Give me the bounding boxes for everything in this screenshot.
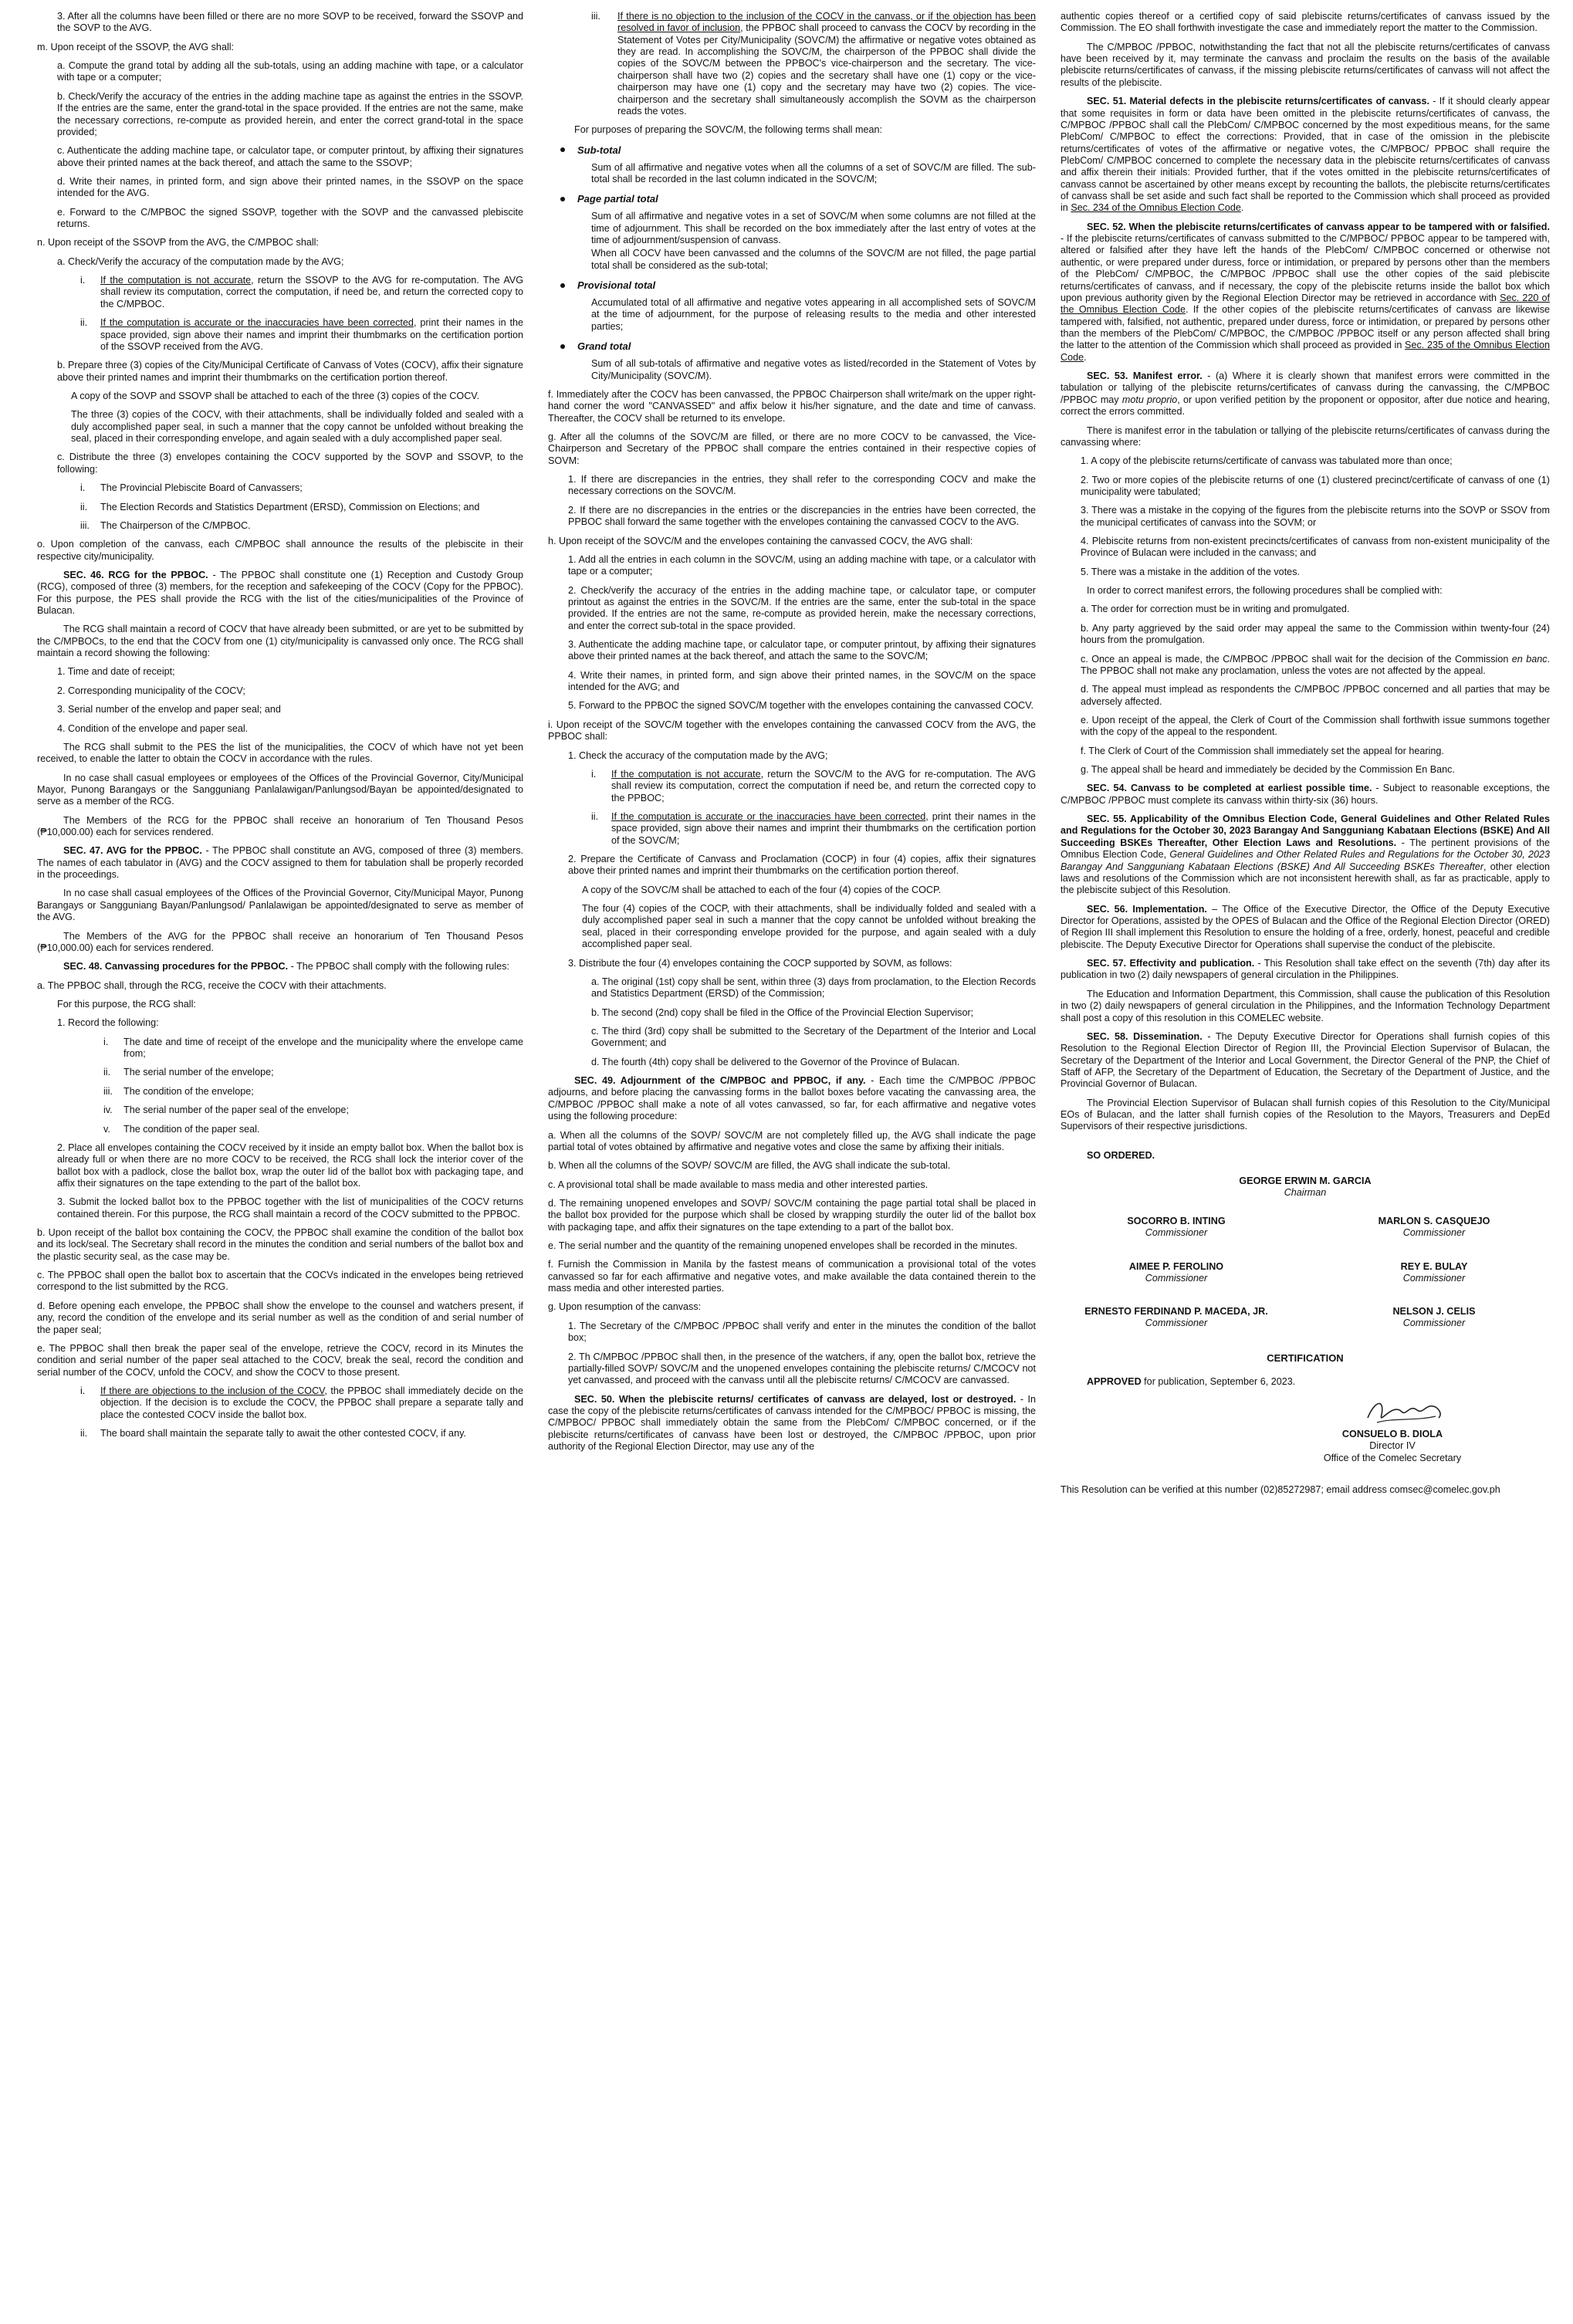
list-item [37, 237, 523, 249]
list-item: g. Upon resumption of the canvass: [548, 1301, 702, 1313]
list-item: d. The remaining unopened envelopes and SOVP/ SOVC/M containing the page partial total shall be placed in the ballot box provided for the purpose which shall be closed by wrapping sturdily the outer lid of the ballot box with packaging tape, and affix their signatures on the tape extending to a part of the ballot box. [548, 1197, 1036, 1233]
paragraph: b. Prepare three (3) copies of the City/Municipal Certificate of Canvass of Votes (COCV), affix their signature above their printed names and imprint their thumbmarks on the certification portion thereof. [57, 360, 523, 383]
verification-note: This Resolution can be verified at this number (02)85272987; email address comsec@comelec.gov.ph [1061, 1483, 1500, 1495]
list-item: e. The PPBOC shall then break the paper seal of the envelope, retrieve the COCV, record in its Minutes the condition and serial number of the paper seal attached to the COCV, break the seal, record the condition and serial number of the COCV, unfold the COCV, and show the COCV to those present. [37, 1342, 523, 1378]
list-item: 2. Prepare the Certificate of Canvass and Proclamation (COCP) in four (4) copies, affix their signatures above their printed names and imprint their thumbmarks on the certification portion thereof. [568, 854, 1036, 877]
signature-commissioner: NELSON J. CELIS Commissioner [1392, 1305, 1476, 1328]
column-2 [548, 11, 1036, 2319]
paragraph: The Provincial Election Supervisor of Bulacan shall furnish copies of this Resolution to the City/Municipal EOs of Bulacan, and the latter shall furnish copies of the Resolution to the Mayors, Treasurers and DepEd Supervisors of their respective jurisdictions. [1061, 1097, 1550, 1132]
list-item: i. If the computation is not accurate, return the SSOVP to the AVG for re-computation. The AVG shall review its computation, correct the computation, if need be, and return the corrected copy to the C/MPBOC. [80, 275, 523, 310]
paragraph: e. Forward to the C/MPBOC the signed SSOVP, together with the SOVP and the canvassed plebiscite returns. [57, 206, 523, 230]
list-item: i. The Provincial Plebiscite Board of Canvassers; [80, 482, 523, 494]
list-item: 1. Check the accuracy of the computation made by the AVG; [568, 749, 828, 761]
paragraph: n. Upon receipt of the SSOVP from the AVG, the C/MPBOC shall: [37, 237, 319, 249]
list-item: 3. There was a mistake in the copying of the figures from the plebiscite returns into the SOVP or SSOV from the municipal certificates of canvass into the SOVM; or [1081, 505, 1550, 528]
term-heading: Page partial total [560, 193, 1036, 205]
list-item: 1. Add all the entries in each column in the SOVC/M, using an adding machine with tape, or a calculator with tape or a computer; [568, 553, 1036, 577]
list-item: c. The third (3rd) copy shall be submitted to the Secretary of the Department of the Interior and Local Government; and [591, 1026, 1036, 1049]
list-item [57, 11, 523, 35]
list-item: 1. A copy of the plebiscite returns/certificate of canvass was tabulated more than once; [1081, 455, 1453, 467]
term-heading: Sub-total [560, 144, 1036, 156]
list-item: 2. Check/verify the accuracy of the entries in the adding machine tape, or calculator tape, or computer printout as against the entries in the SOVC/M. If the entries are the same, enter the sub-total in the space provided. If the entries are not the same, re-compute as provided herein, make the necessary corrections, and enter the correct sub-total in the space provided. [568, 584, 1036, 631]
signature-commissioner: ERNESTO FERDINAND P. MACEDA, JR. Commissioner [1084, 1305, 1268, 1328]
bullet-icon [560, 197, 565, 201]
list-item: e. Upon receipt of the appeal, the Clerk of Court of the Commission shall forthwith issue summons together with the copy of the appeal to the respondent. [1081, 714, 1550, 738]
section-52: SEC. 52. When the plebiscite returns/certificates of canvass appear to be tampered with or falsified. - If the plebiscite returns/certificates of canvass submitted to the C/MPBOC/ PPBOC appear to be tampered with, altered or falsified after they have left the hands of the PlebCom/ C/MPBOC concerned or otherwise not authentic, or were prepared under duress, force or intimidation, or prepared by persons other than the members of the PlebCom/ C/MPBOC, the C/MPBOC /PPBOC shall use the other copies of the said plebiscite returns/certificates of canvass, and if necessary, the copy of the plebiscite returns inside the ballot box which upon previous authority given by the Regional Election Director may be retrieved in accordance with Sec. 220 of the Omnibus Election Code. If the other copies of the plebiscite returns/certificates of canvass are likewise tampered with, falsified, not authentic, prepared under duress, force or intimidation, or prepared by persons other than the members of the PlebCom/ C/MPBOC, the C/MPBOC /PPBOC itself or any person affected shall bring the latter to the attention of the Commission which shall proceed as provided in Sec. 235 of the Omnibus Election Code. [1061, 221, 1550, 363]
list-item: b. Upon receipt of the ballot box containing the COCV, the PPBOC shall examine the condition of the ballot box and its lock/seal. The Secretary shall record in the minutes the condition and serial numbers of the ballot box and the plastic security seal, as the case may be. [37, 1227, 523, 1262]
section-58: SEC. 58. Dissemination. - The Deputy Executive Director for Operations shall furnish copies of this Resolution to the Regional Election Director of Region III, the Provincial Election Supervisor of Bulacan, the Secretary of the Department of the Interior and Local Government, the Director General of the PNP, the Chief of Staff of AFP, the Secretary of the Department of Education, the Secretary of the Department of Justice, and the Provincial Governor of Bulacan. [1061, 1030, 1550, 1090]
list-item: 3. Distribute the four (4) envelopes containing the COCP supported by SOVM, as follows: [568, 957, 952, 969]
list-item [57, 176, 523, 200]
signature-commissioner: MARLON S. CASQUEJO Commissioner [1378, 1216, 1490, 1239]
list-item: iii. The condition of the envelope; [103, 1085, 254, 1097]
term-heading: Provisional total [560, 279, 1036, 291]
list-item: f. The Clerk of Court of the Commission shall immediately set the appeal for hearing. [1081, 745, 1444, 756]
list-item: 4. Write their names, in printed form, and sign above their printed names, in the SOVC/M on the space intended for the AVG; and [568, 669, 1036, 693]
list-item: b. Any party aggrieved by the said order may appeal the same to the Commission within twenty-four (24) hours from the promulgation. [1081, 622, 1550, 646]
paragraph: 3. After all the columns have been filled or there are no more SOVP to be received, forward the SSOVP and the SOVP to the AVG. [57, 11, 523, 34]
list-item: c. Once an appeal is made, the C/MPBOC /PPBOC shall wait for the decision of the Commission en banc. The PPBOC shall not make any proclamation, unless the votes are not affected by the appeal. [1081, 653, 1550, 676]
bullet-icon [560, 344, 565, 349]
section-51: SEC. 51. Material defects in the plebiscite returns/certificates of canvass. - If it should clearly appear that some requisites in form or data have been omitted in the plebiscite returns/certificates of canvass, the C/MPBOC /PPBOC shall call the PlebCom/ C/MPBOC concerned by the most expeditious means, for the same PlebCom/ C/MPBOC to effect the corrections: Provided, that in case of the omission in the plebiscite returns/certificates of votes of the affirmative or negative votes, the C/MPBOC/ PPBOC shall require the PlebCom/ C/MPBOC concerned to complete the necessary data in the plebiscite returns/certificates of canvass and affix therein their initials: Provided further, that if the votes omitted in the plebiscite returns/certificates of canvass cannot be ascertained by other means except by recounting the ballots, the plebiscite returns/certificates of canvass shall be set aside and such fact shall be reported to the Commission which shall proceed as provided in Sec. 234 of the Omnibus Election Code. [1061, 96, 1550, 214]
paragraph: m. Upon receipt of the SSOVP, the AVG shall: [37, 41, 235, 52]
section-47: SEC. 47. AVG for the PPBOC. - The PPBOC shall constitute an AVG, composed of three (3) members. The names of each tabulator in (AVG) and the COCV assigned to them for tabulation shall be properly recorded in the proceedings. [37, 845, 523, 881]
signature-chair: GEORGE ERWIN M. GARCIA Chairman [1239, 1176, 1372, 1199]
list-item: a. The order for correction must be in writing and promulgated. [1081, 604, 1350, 615]
list-item: 2. If there are no discrepancies in the entries or the discrepancies in the entries have been corrected, the PPBOC shall forward the same together with the envelopes containing the canvassed COCV to the AVG. [568, 504, 1036, 528]
paragraph: In no case shall casual employees of the Offices of the Provincial Governor, City/Municipal Mayor, Punong Barangays or Sangguniang Bayan/Panlungsod/ Panlalawigan be appointed/designated to serve as member of the AVG. [37, 888, 523, 923]
list-item: 3. Authenticate the adding machine tape, or calculator tape, or computer printout, by affixing their signatures above their printed names at the back thereof, and attach the same to the SOVC/M; [568, 639, 1036, 662]
list-item: d. The fourth (4th) copy shall be delivered to the Governor of the Province of Bulacan. [591, 1056, 960, 1067]
paragraph: The Provincial Plebiscite Board of Canvassers; [100, 482, 303, 494]
paragraph: a. Check/Verify the accuracy of the computation made by the AVG; [57, 255, 344, 267]
list-item: b. When all the columns of the SOVP/ SOVC/M are filled, the AVG shall indicate the sub-total. [548, 1160, 951, 1172]
paragraph: The four (4) copies of the COCP, with their attachments, shall be individually folded and sealed with a duly accomplished paper seal in such a manner that the copy cannot be unfolded without breaking the seal, placed in their corresponding envelope provided for the purpose, and again sealed with a duly accomplished paper seal. [582, 903, 1036, 950]
paragraph: c. Distribute the three (3) envelopes containing the COCV supported by the SOVP and SSOVP, to the following: [57, 452, 523, 475]
section-50: SEC. 50. When the plebiscite returns/ certificates of canvass are delayed, lost or destroyed. - In case the copy of the plebiscite returns/certificates of canvass intended for the C/MPBOC/ PPBOC is missing, the C/MPBOC/ PPBOC shall immediately obtain the same from the PlebCom/ C/MPBOC concerned, or if the plebiscite returns/certificates of canvass have been lost or destroyed, the C/MPBOC /PPBOC, upon prior authority of the Regional Election Director, may use any of the [548, 1393, 1036, 1453]
section-55: SEC. 55. Applicability of the Omnibus Election Code, General Guidelines and Other Related Rules and Regulations for the October 30, 2023 Barangay And Sangguniang Kabataan Elections (BSKE) And All Succeeding BSKEs Thereafter, Other Election Laws and Resolutions. - The pertinent provisions of the Omnibus Election Code, General Guidelines and Other Related Rules and Regulations for the October 30, 2023 Barangay And Sangguniang Kabataan Elections (BSKE) And All Succeeding BSKEs Thereafter, other election laws and resolutions of the Commission which are not inconsistent herewith shall, as far as practicable, apply to the plebiscite subject of this Resolution. [1061, 814, 1550, 896]
signature-icon [1362, 1395, 1446, 1429]
list-item: 5. There was a mistake in the addition of the votes. [1081, 566, 1300, 577]
signature-commissioner: REY E. BULAY Commissioner [1400, 1260, 1468, 1284]
list-item [57, 91, 523, 138]
list-item: 2. Th C/MPBOC /PPBOC shall then, in the presence of the watchers, if any, open the ballot box, retrieve the partially-filled SOVP/ SOVC/M and the unopened envelopes containing the plebiscite returns/ C/MCOCV not yet canvassed, and proceed with the canvass until all the plebiscite returns/ C/MCOCV are canvassed. [568, 1351, 1036, 1386]
paragraph: When all COCV have been canvassed and the columns of the SOVC/M are not filled, the page partial total shall be considered as the sub-total; [591, 248, 1036, 271]
list-item: 2. Place all envelopes containing the COCV received by it inside an empty ballot box. When the ballot box is already full or when there are no more COCV to be received, the RCG shall lock the interior cover of the ballot box with a padlock, close the ballot box, wrap the outer lid of the ballot box with packaging tape, and affix their signatures on the tape extending to the part of the ballot box. [57, 1142, 523, 1189]
section-53: SEC. 53. Manifest error. - (a) Where it is clearly shown that manifest errors were committed in the tabulation or tallying of the plebiscite returns/certificates of canvass during the canvassing, the C/MPBOC /PPBOC may motu proprio, or upon verified petition by the proponent or oppositor, after due notice and hearing, correct the errors committed. [1061, 370, 1550, 418]
paragraph: c. Authenticate the adding machine tape, or calculator tape, or computer printout, by affixing their signatures above their printed names at the back thereof, and attach the same to the SSOVP; [57, 145, 523, 168]
paragraph: o. Upon completion of the canvass, each C/MPBOC shall announce the results of the plebiscite in their respective city/municipality. [37, 539, 523, 562]
list-item: 1. Time and date of receipt; [57, 666, 175, 678]
paragraph: If the computation is accurate or the inaccuracies have been corrected, print their names in the space provided, sign above their names and imprint their thumbmarks on the certification portion of the SSOVP received from the AVG. [100, 317, 523, 352]
document-page [37, 11, 1550, 2319]
signature-commissioner: SOCORRO B. INTING Commissioner [1127, 1216, 1226, 1239]
paragraph: For this purpose, the RCG shall: [57, 999, 196, 1010]
signature-commissioner: AIMEE P. FEROLINO Commissioner [1128, 1260, 1224, 1284]
list-item: i. The date and time of receipt of the envelope and the municipality where the envelope came from; [103, 1036, 523, 1060]
signature-row [1061, 1216, 1550, 1239]
paragraph: There is manifest error in the tabulation or tallying of the plebiscite returns/certificates of canvass during the canvassing where: [1061, 425, 1550, 448]
list-item: 4. Plebiscite returns from non-existent precincts/certificates of canvass from non-existent municipality of the Province of Bulacan were included in the canvass; and [1081, 536, 1550, 559]
list-item: 4. Condition of the envelope and paper seal. [57, 722, 249, 734]
list-item: f. Furnish the Commission in Manila by the fastest means of communication a provisional total of the votes canvassed so far for each affirmative and negative votes, and make available the data contained therein to the mass media and other interested parties. [548, 1259, 1036, 1294]
column-3 [1061, 11, 1550, 2319]
approved-line: APPROVED for publication, September 6, 2023. [1087, 1375, 1296, 1387]
list-item: i. If there are objections to the inclusion of the COCV, the PPBOC shall immediately decide on the objection. If the decision is to exclude the COCV, the PPBOC shall prepare a separate tally and place the contested COCV inside the ballot box. [80, 1385, 523, 1420]
list-item: ii. If the computation is accurate or the inaccuracies have been corrected, print their names in the space provided, sign above their names and imprint their thumbmarks on the certification portion of the SSOVP received from the AVG. [80, 317, 523, 352]
paragraph: The Chairperson of the C/MPBOC. [100, 519, 251, 531]
paragraph: a. Compute the grand total by adding all the sub-totals, using an adding machine with tape, or a calculator with tape or a computer; [57, 60, 523, 83]
section-48: SEC. 48. Canvassing procedures for the PPBOC. - The PPBOC shall comply with the following rules: [63, 961, 509, 973]
paragraph: The Education and Information Department, this Commission, shall cause the publication of this Resolution in two (2) daily newspapers of general circulation in the Philippines, and the Information Technology Department shall post a copy of this resolution in this COMELEC website. [1061, 988, 1550, 1023]
paragraph: Sum of all sub-totals of affirmative and negative votes as listed/recorded in the Statement of Votes by City/Municipality (SOVC/M). [591, 358, 1036, 381]
list-item: d. Before opening each envelope, the PPBOC shall show the envelope to the counsel and watchers present, if any, record the condition of the envelope and its serial number as well as the condition of and serial number of the paper seal; [37, 1300, 523, 1335]
term-heading: Grand total [560, 340, 1036, 352]
paragraph: authentic copies thereof or a certified copy of said plebiscite returns/certificates of canvass issued by the Commission. The EO shall forthwith investigate the case and immediately report the matter to the Commission. [1061, 11, 1550, 34]
list-item [37, 42, 523, 53]
list-item: a. The original (1st) copy shall be sent, within three (3) days from proclamation, to the Election Records and Statistics Department (ERSD) of the Commission; [591, 976, 1036, 1000]
paragraph: A copy of the SOVC/M shall be attached to each of the four (4) copies of the COCP. [582, 884, 942, 895]
list-item: g. After all the columns of the SOVC/M are filled, or there are no more COCV to be canvassed, the Vice-Chairperson and Secretary of the PPBOC shall compare the entries contained in their respective copies of SOVM: [548, 431, 1036, 466]
list-item: 2. Two or more copies of the plebiscite returns of one (1) clustered precinct/certificate of canvass of one (1) municipality were tabulated; [1081, 474, 1550, 497]
list-item: ii. The Election Records and Statistics Department (ERSD), Commission on Elections; and [80, 502, 523, 513]
list-item: a. When all the columns of the SOVP/ SOVC/M are not completely filled up, the AVG shall indicate the page partial total of votes obtained by affirmative and negative votes and close the same by affixing their initials. [548, 1129, 1036, 1152]
section-46: SEC. 46. RCG for the PPBOC. - The PPBOC shall constitute one (1) Reception and Custody Group (RCG), composed of three (3) members, for the reception and safekeeping of the COCV (Copy for the PPBOC). For this purpose, the PES shall provide the RCG with the list of the cities/municipalities of the Province of Bulacan. [37, 569, 523, 617]
list-item: iii. The Chairperson of the C/MPBOC. [80, 520, 523, 532]
column-1 [37, 11, 523, 2319]
list-item: i. Upon receipt of the SOVC/M together with the envelopes containing the canvassed COCV from the AVG, the PPBOC shall: [548, 719, 1036, 743]
list-item: iv. The serial number of the paper seal of the envelope; [103, 1104, 349, 1116]
list-item: 5. Forward to the PPBOC the signed SOVC/M together with the envelopes containing the canvassed COCV. [568, 700, 1033, 712]
list-item [57, 145, 523, 169]
section-49: SEC. 49. Adjournment of the C/MPBOC and PPBOC, if any. - Each time the C/MPBOC /PPBOC adjourns, and before placing the canvassing forms in the ballot boxes before vacating the canvassing area, the C/MPBOC /PPBOC shall make a note of all votes canvassed, so far, for each affirmative and negative votes using the following procedure: [548, 1075, 1036, 1122]
handwritten-signature [1061, 1395, 1550, 1429]
list-item: ii. The board shall maintain the separate tally to await the other contested COCV, if any. [80, 1428, 466, 1439]
paragraph: For purposes of preparing the SOVC/M, the following terms shall mean: [574, 124, 882, 136]
list-item: 1. Record the following: [57, 1017, 159, 1029]
bullet-icon [560, 283, 565, 288]
paragraph: The Members of the AVG for the PPBOC shall receive an honorarium of Ten Thousand Pesos (₱10,000.00) each for services rendered. [37, 930, 523, 953]
paragraph: The three (3) copies of the COCV, with their attachments, shall be individually folded and sealed with a duly accomplished paper seal, in such a manner that the copy cannot be unfolded without breaking the seal, placed in their corresponding envelope, and again sealed with a duly accomplished paper seal. [71, 409, 523, 445]
list-item [37, 539, 523, 563]
list-item: v. The condition of the paper seal. [103, 1123, 260, 1135]
list-item: b. The second (2nd) copy shall be filed in the Office of the Provincial Election Supervisor; [591, 1006, 974, 1018]
list-item [57, 207, 523, 231]
paragraph: If the computation is not accurate, return the SSOVP to the AVG for re-computation. The AVG shall review its computation, correct the computation, if need be, and return the corrected copy to the C/MPBOC. [100, 275, 523, 310]
list-item [57, 360, 523, 384]
list-item: 1. If there are discrepancies in the entries, they shall refer to the corresponding COCV and make the necessary corrections on the SOVC/M. [568, 474, 1036, 497]
paragraph: A copy of the SOVP and SSOVP shall be attached to each of the three (3) copies of the COCV. [71, 390, 480, 401]
list-item [57, 256, 523, 268]
section-54: SEC. 54. Canvass to be completed at earliest possible time. - Subject to reasonable exceptions, the C/MPBOC /PPBOC must complete its canvass within thirty-six (36) hours. [1061, 783, 1550, 806]
section-56: SEC. 56. Implementation. – The Office of the Executive Director, the Office of the Deputy Executive Director for Operations, assisted by the OPES of Bulacan and the Office of the Regional Election Director (ORED) of Region III shall implement this Resolution to ensure the holding of a free, orderly, honest, peaceful and credible plebiscite. The Deputy Executive Director for Operations shall supervise the conduct of the plebiscite. [1061, 903, 1550, 950]
section-57: SEC. 57. Effectivity and publication. - This Resolution shall take effect on the seventh (7th) day after its publication in two (2) daily newspapers of general circulation in the Philippines. [1061, 958, 1550, 981]
paragraph: In no case shall casual employees or employees of the Offices of the Provincial Governor, City/Municipal Mayor, Punong Barangays or the Sangguniang Panlalawigan/Panlungsod/Bayan be appointed/designated to serve as a member of the RCG. [37, 772, 523, 807]
list-item: 3. Submit the locked ballot box to the PPBOC together with the list of municipalities of the COCV returns contained therein. For this purpose, the RCG shall maintain a record of the COCV submitted to the PPBOC. [57, 1196, 523, 1220]
list-item [57, 60, 523, 84]
list-item: h. Upon receipt of the SOVC/M and the envelopes containing the canvassed COCV, the AVG shall: [548, 535, 973, 546]
list-item: ii. The serial number of the envelope; [103, 1067, 274, 1078]
list-item: 1. The Secretary of the C/MPBOC /PPBOC shall verify and enter in the minutes the condition of the ballot box; [568, 1320, 1036, 1344]
list-item: i. If the computation is not accurate, return the SOVC/M to the AVG for re-computation. The AVG shall review its computation, correct the computation if need be, and return the corrected copy to the PPBOC; [591, 768, 1036, 803]
list-item: iii. If there is no objection to the inclusion of the COCV in the canvass, or if the objection has been resolved in favor of inclusion, the PPBOC shall proceed to canvass the COCV by recording in the Statement of Votes per City/Municipality (SOVC/M) the affirmative or negative votes obtained as they are read. In accomplishing the SOVC/M, the chairperson of the PPBOC shall divide the copies of the SOVC/M between the PPBOC's vice-chairperson and the secretary. The vice-chairperson shall have two (2) copies and the secretary shall have one (1) copy or the vice-chairperson may have one (1) copy and the secretary may have two (2) copies. The vice-chairperson and the secretary shall simultaneously accomplish the SOVM as the chairperson reads the votes. [591, 11, 1036, 117]
list-item: d. The appeal must implead as respondents the C/MPBOC /PPBOC concerned and all parties that may be adversely affected. [1081, 684, 1550, 707]
paragraph: Accumulated total of all affirmative and negative votes appearing in all accomplished sets of SOVC/M at the time of adjournment, for the purpose of releasing results to the media and other interested parties; [591, 297, 1036, 332]
paragraph: In order to correct manifest errors, the following procedures shall be complied with: [1087, 585, 1443, 597]
list-item: a. The PPBOC shall, through the RCG, receive the COCV with their attachments. [37, 979, 387, 991]
paragraph: d. Write their names, in printed form, and sign above their printed names, in the SSOVP on the space intended for the AVG. [57, 175, 523, 199]
paragraph: Sum of all affirmative and negative votes in a set of SOVC/M when some columns are not filled at the time of adjournment. This shall be recorded on the box immediately after the last entry of votes at the time of adjournment/suspension of canvass. [591, 211, 1036, 246]
signature-secretary: CONSUELO B. DIOLA Director IV Office of the Comelec Secretary [1323, 1429, 1462, 1463]
bullet-icon [560, 147, 565, 152]
paragraph: The Election Records and Statistics Department (ERSD), Commission on Elections; and [100, 501, 480, 512]
list-item: 2. Corresponding municipality of the COCV; [57, 685, 245, 696]
list-item: ii. If the computation is accurate or the inaccuracies have been corrected, print their names in the space provided, sign above their names and imprint their thumbmarks on the certification portion of the SOVC/M; [591, 810, 1036, 846]
list-item [57, 452, 523, 475]
paragraph: b. Check/Verify the accuracy of the entries in the adding machine tape as against the entries in the SSOVP. If the entries are the same, enter the grand-total in the space provided. If the entries are not the same, make the necessary corrections, re-compute as provided herein, and enter the correct grand-total in the space provided; [57, 90, 523, 137]
list-item: c. A provisional total shall be made available to mass media and other interested parties. [548, 1179, 929, 1190]
paragraph: The RCG shall submit to the PES the list of the municipalities, the COCV of which have not yet been received, to enable the latter to obtain the COCV in accordance with the rules. [37, 741, 523, 765]
signature-row [1061, 1261, 1550, 1284]
paragraph: Sum of all affirmative and negative votes when all the columns of a set of SOVC/M are filled. The sub-total shall be recorded in the last column indicated in the SOVC/M; [591, 161, 1036, 184]
so-ordered: SO ORDERED. [1087, 1149, 1155, 1161]
paragraph: The RCG shall maintain a record of COCV that have already been submitted, or are yet to be submitted by the C/MPBOCs, to the end that the COCV from one (1) city/municipality is canvassed only once. The RCG shall maintain a record showing the following: [37, 624, 523, 659]
list-item: f. Immediately after the COCV has been canvassed, the PPBOC Chairperson shall write/mark on the upper right-hand corner the word "CANVASSED" and affix below it his/her signature, and the date and time of canvass. Thereafter, the COCV shall be returned to its envelope. [548, 388, 1036, 424]
list-item: g. The appeal shall be heard and immediately be decided by the Commission En Banc. [1081, 764, 1455, 776]
paragraph: The C/MPBOC /PPBOC, notwithstanding the fact that not all the plebiscite returns/certificates of canvass have been received by it, may terminate the canvass and proclaim the results on the basis of the available plebiscite returns/certificates of canvass, if the missing plebiscite returns/certificates of canvass will not affect the results of the plebiscite. [1061, 41, 1550, 88]
paragraph: The Members of the RCG for the PPBOC shall receive an honorarium of Ten Thousand Pesos (₱10,000.00) each for services rendered. [37, 814, 523, 838]
certification-heading: CERTIFICATION [1267, 1351, 1344, 1364]
list-item: 3. Serial number of the envelop and paper seal; and [57, 704, 281, 715]
list-item: c. The PPBOC shall open the ballot box to ascertain that the COCVs indicated in the envelopes being retrieved correspond to the list submitted by the RCG. [37, 1270, 523, 1293]
list-item: e. The serial number and the quantity of the remaining unopened envelopes shall be recorded in the minutes. [548, 1240, 1018, 1252]
signature-row [1061, 1306, 1550, 1329]
